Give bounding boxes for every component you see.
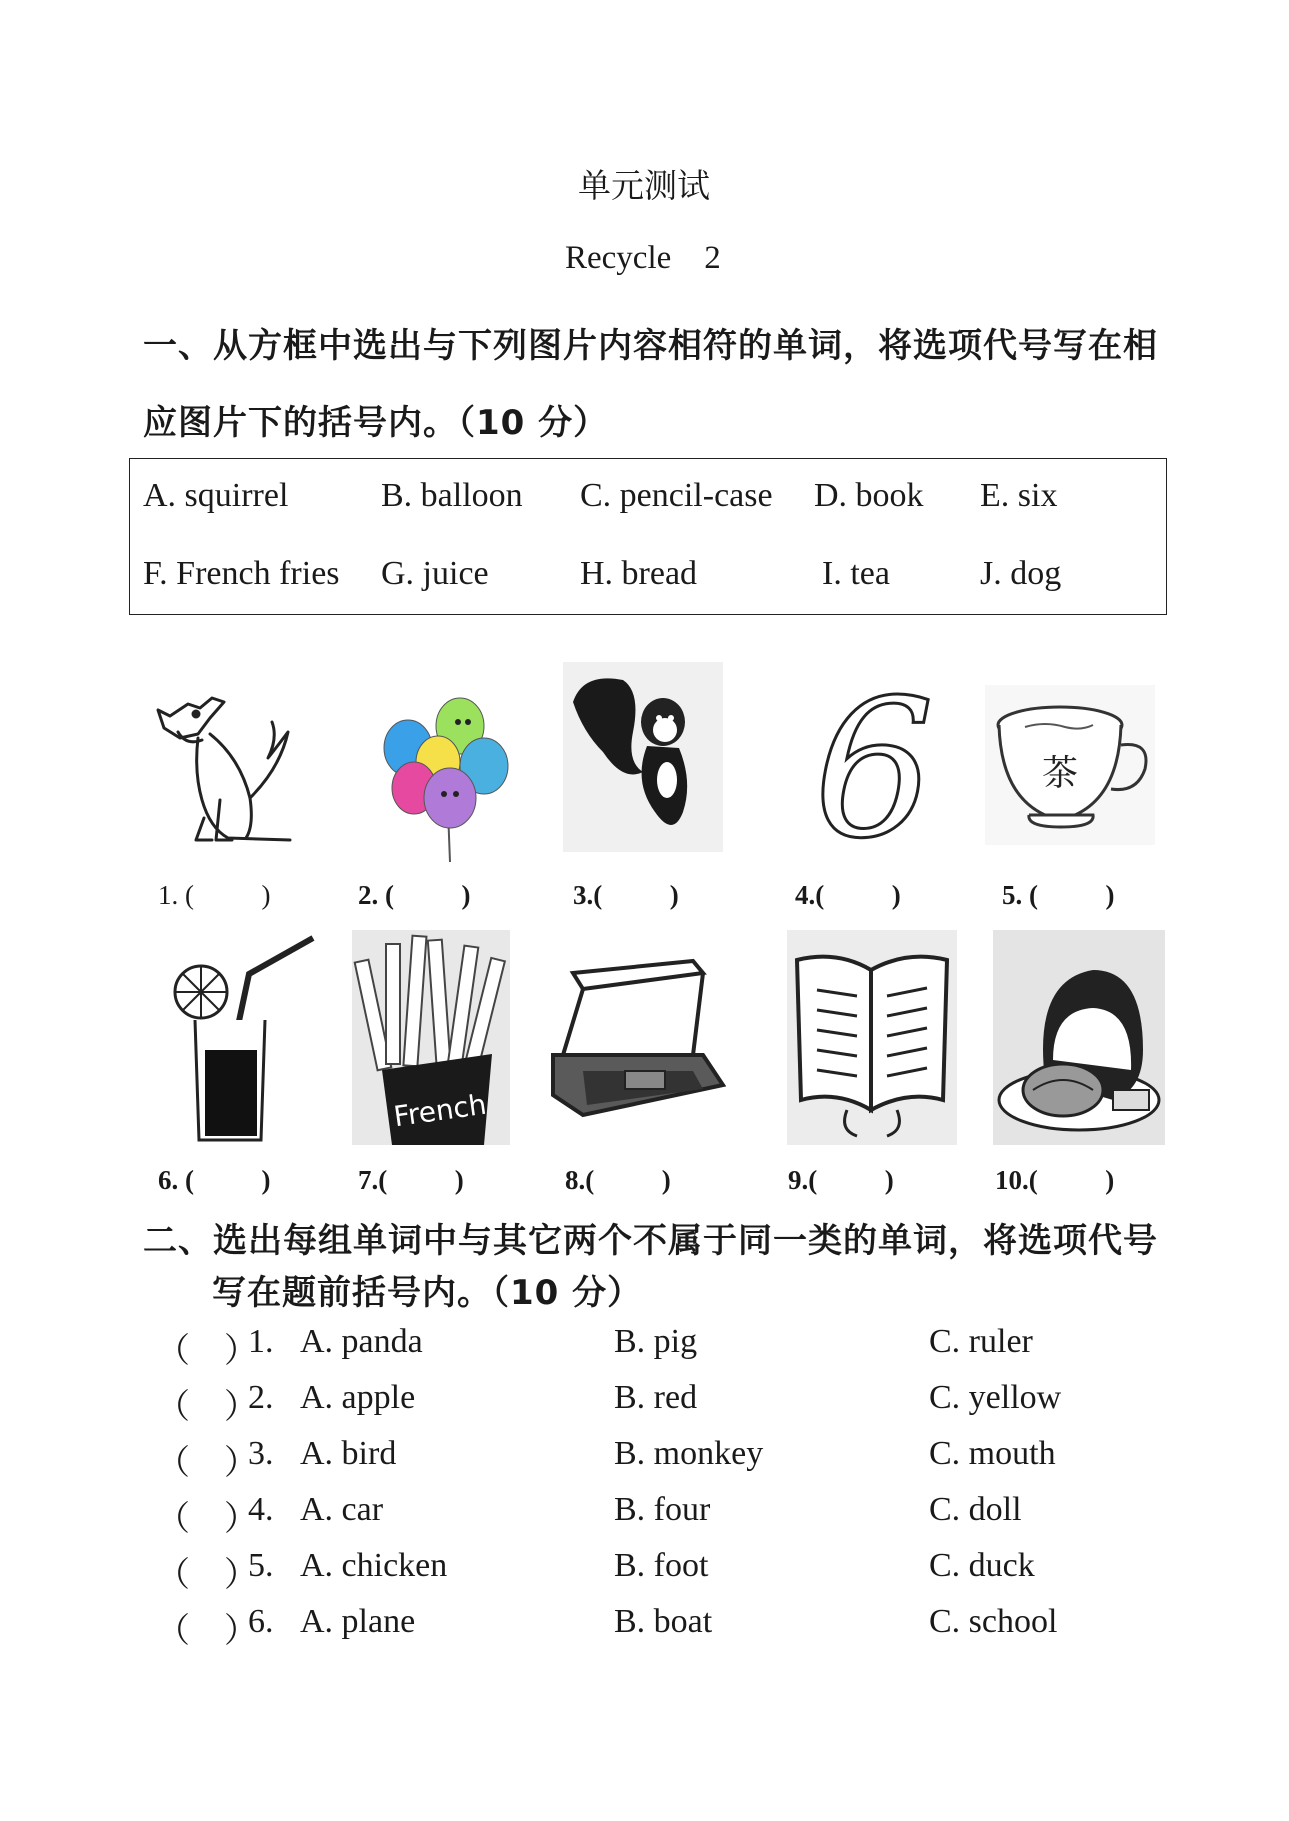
picture-label-1: 1. ( ) xyxy=(158,880,271,910)
choice-a: A. apple xyxy=(300,1379,416,1416)
choice-a: A. bird xyxy=(300,1435,397,1472)
answer-bracket: （ ） xyxy=(156,1501,258,1538)
choice-b: B. boat xyxy=(614,1603,713,1640)
picture-label-2: 2. ( ) xyxy=(358,880,471,910)
juice-picture xyxy=(165,930,315,1145)
choice-c: C. doll xyxy=(929,1491,1022,1528)
six-picture xyxy=(812,675,937,850)
answer-bracket: （ ） xyxy=(156,1389,258,1426)
six-glyph: 6 xyxy=(813,675,935,850)
answer-bracket: （ ） xyxy=(156,1613,258,1650)
balloons-picture xyxy=(378,690,518,865)
option-d: D. book xyxy=(814,477,924,514)
picture-label-8: 8.( ) xyxy=(565,1165,671,1195)
question-number: 3. xyxy=(248,1435,274,1472)
question-number: 6. xyxy=(248,1603,274,1640)
question-number: 1. xyxy=(248,1323,274,1360)
choice-c: C. ruler xyxy=(929,1323,1033,1360)
answer-bracket: （ ） xyxy=(156,1333,258,1370)
picture-label-10: 10.( ) xyxy=(995,1165,1115,1195)
answer-bracket: （ ） xyxy=(156,1557,258,1594)
choice-b: B. four xyxy=(614,1491,711,1528)
section2-heading-line2: 写在题前括号内。（10 分） xyxy=(212,1273,643,1313)
choice-b: B. pig xyxy=(614,1323,698,1360)
bread-picture xyxy=(993,930,1165,1145)
option-h: H. bread xyxy=(580,555,698,592)
book-picture xyxy=(787,930,957,1145)
section1-heading-line1: 一、从方框中选出与下列图片内容相符的单词，将选项代号写在相 xyxy=(143,326,1158,366)
choice-c: C. duck xyxy=(929,1547,1035,1584)
answer-bracket: （ ） xyxy=(156,1445,258,1482)
tea-cup-picture xyxy=(985,685,1155,845)
option-f: F. French fries xyxy=(143,555,340,592)
section2-heading-line1: 二、选出每组单词中与其它两个不属于同一类的单词，将选项代号 xyxy=(143,1221,1158,1261)
pencil-case-picture xyxy=(543,945,728,1130)
page-title: 单元测试 xyxy=(578,166,710,205)
option-i: I. tea xyxy=(822,555,890,592)
choice-a: A. panda xyxy=(300,1323,423,1360)
picture-label-4: 4.( ) xyxy=(795,880,901,910)
option-g: G. juice xyxy=(381,555,489,592)
choice-b: B. monkey xyxy=(614,1435,764,1472)
choice-c: C. school xyxy=(929,1603,1058,1640)
choice-b: B. foot xyxy=(614,1547,709,1584)
option-e: E. six xyxy=(980,477,1058,514)
section1-heading-line2: 应图片下的括号内。（10 分） xyxy=(143,403,609,443)
picture-label-9: 9.( ) xyxy=(788,1165,894,1195)
question-number: 2. xyxy=(248,1379,274,1416)
option-c: C. pencil-case xyxy=(580,477,773,514)
choice-a: A. car xyxy=(300,1491,384,1528)
choice-b: B. red xyxy=(614,1379,698,1416)
choice-a: A. plane xyxy=(300,1603,416,1640)
picture-label-5: 5. ( ) xyxy=(1002,880,1115,910)
picture-label-7: 7.( ) xyxy=(358,1165,464,1195)
french-fries-picture xyxy=(352,930,510,1145)
picture-label-6: 6. ( ) xyxy=(158,1165,271,1195)
option-b: B. balloon xyxy=(381,477,523,514)
question-number: 5. xyxy=(248,1547,274,1584)
choice-a: A. chicken xyxy=(300,1547,448,1584)
option-j: J. dog xyxy=(980,555,1062,592)
choice-c: C. yellow xyxy=(929,1379,1062,1416)
fries-text: French xyxy=(391,1087,489,1134)
choice-c: C. mouth xyxy=(929,1435,1056,1472)
option-a: A. squirrel xyxy=(143,477,289,514)
picture-label-3: 3.( ) xyxy=(573,880,679,910)
dog-picture xyxy=(150,688,310,863)
question-number: 4. xyxy=(248,1491,274,1528)
page-subtitle: Recycle 2 xyxy=(565,240,721,276)
tea-char: 茶 xyxy=(1041,753,1079,794)
squirrel-picture xyxy=(563,662,723,852)
